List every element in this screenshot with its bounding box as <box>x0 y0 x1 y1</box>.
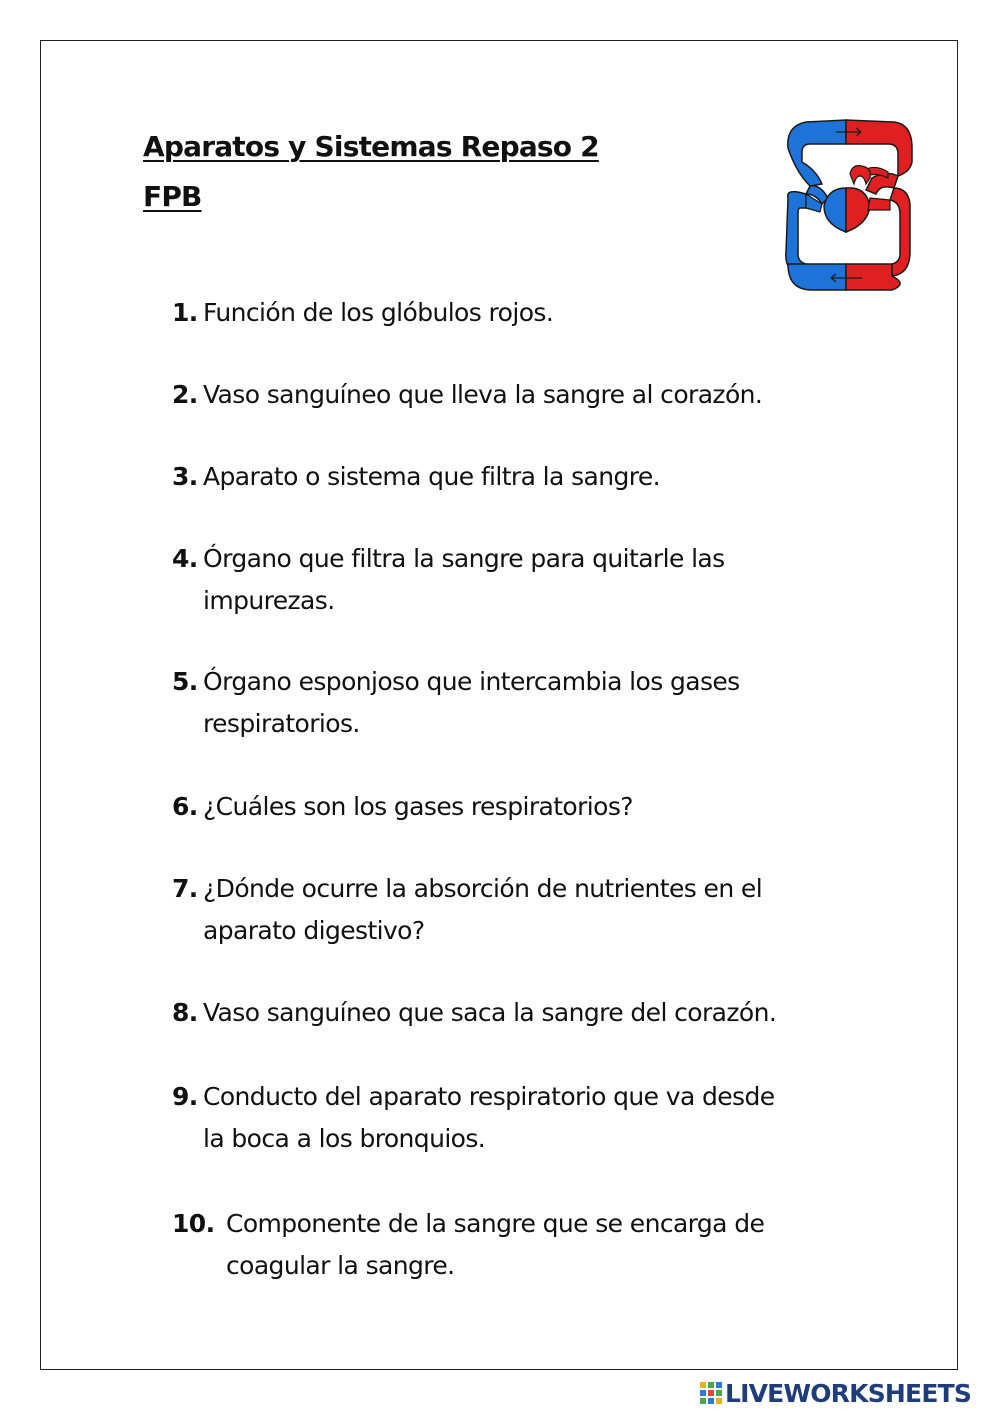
question-number: 5. <box>172 667 198 696</box>
question-text: ¿Cuáles son los gases respiratorios? <box>203 792 633 821</box>
list-item <box>172 1203 764 1287</box>
question-text: Componente de la sangre que se encarga de <box>226 1209 765 1238</box>
question-number: 7. <box>172 874 198 903</box>
question-text: Función de los glóbulos rojos. <box>203 298 554 327</box>
question-text: Órgano que filtra la sangre para quitarle las <box>203 544 725 573</box>
question-text: Aparato o sistema que filtra la sangre. <box>203 462 660 491</box>
question-text-continued: aparato digestivo? <box>203 916 425 945</box>
question-text: ¿Dónde ocurre la absorción de nutrientes en el <box>203 874 763 903</box>
title-line-1: Aparatos y Sistemas Repaso 2 <box>143 130 599 163</box>
list-item <box>172 786 633 828</box>
list-item <box>172 661 740 745</box>
title-line-2: FPB <box>143 180 202 213</box>
list-item <box>172 538 725 622</box>
question-text: Vaso sanguíneo que saca la sangre del corazón. <box>203 998 777 1027</box>
brand-name: LIVEWORKSHEETS <box>725 1378 972 1408</box>
question-text-continued: impurezas. <box>203 586 335 615</box>
list-item <box>172 374 762 416</box>
question-number: 3. <box>172 462 198 491</box>
question-text-continued: la boca a los bronquios. <box>203 1124 486 1153</box>
list-item <box>172 292 553 334</box>
question-text-continued: coagular la sangre. <box>226 1251 455 1280</box>
circulatory-system-icon <box>776 114 920 299</box>
question-number: 4. <box>172 544 198 573</box>
worksheet-title <box>143 122 599 222</box>
question-text-continued: respiratorios. <box>203 709 360 738</box>
list-item <box>172 1076 775 1160</box>
question-text: Vaso sanguíneo que lleva la sangre al corazón. <box>203 380 763 409</box>
question-text: Conducto del aparato respiratorio que va desde <box>203 1082 775 1111</box>
question-number: 1. <box>172 298 198 327</box>
question-text: Órgano esponjoso que intercambia los gases <box>203 667 740 696</box>
question-number: 10. <box>172 1209 215 1238</box>
list-item <box>172 868 762 952</box>
question-number: 9. <box>172 1082 198 1111</box>
liveworksheets-logo <box>700 1377 971 1409</box>
question-number: 2. <box>172 380 198 409</box>
liveworksheets-grid-icon <box>700 1382 722 1404</box>
question-number: 8. <box>172 998 198 1027</box>
list-item <box>172 992 776 1034</box>
list-item <box>172 456 660 498</box>
question-number: 6. <box>172 792 198 821</box>
